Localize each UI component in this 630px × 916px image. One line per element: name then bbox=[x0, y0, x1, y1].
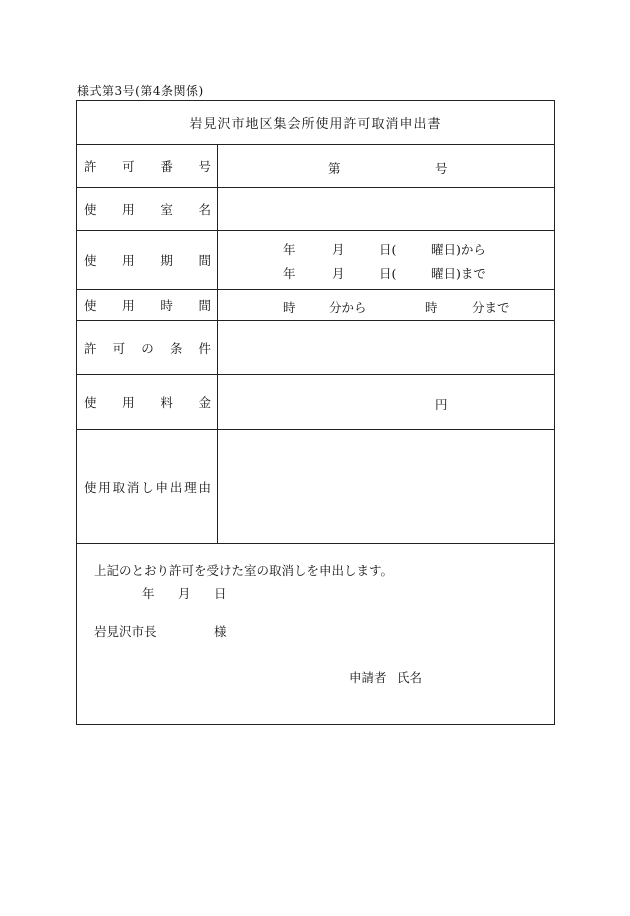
conditions-row bbox=[77, 321, 554, 375]
permit-number-label-cell bbox=[77, 145, 218, 187]
time-label-cell bbox=[77, 290, 218, 320]
declaration-section bbox=[77, 544, 554, 724]
form-table bbox=[76, 100, 555, 725]
period-from-weekday: 曜日)から bbox=[431, 242, 486, 257]
time-from-minute: 分から bbox=[329, 300, 367, 315]
fee-unit: 円 bbox=[435, 397, 448, 412]
room-name-label-cell bbox=[77, 188, 218, 230]
time-to-minute: 分まで bbox=[472, 300, 510, 315]
permit-number-label: 許可番号 bbox=[84, 159, 211, 174]
time-from-hour: 時 bbox=[283, 300, 296, 315]
period-row bbox=[77, 231, 554, 290]
period-to-day: 日( bbox=[379, 266, 397, 281]
period-from-day: 日( bbox=[379, 242, 397, 257]
fee-label-cell bbox=[77, 375, 218, 429]
conditions-label: 許可の条件 bbox=[84, 340, 211, 356]
time-field[interactable] bbox=[218, 290, 554, 320]
period-to-month: 月 bbox=[332, 266, 345, 281]
period-to-year: 年 bbox=[283, 266, 296, 281]
period-label-cell bbox=[77, 231, 218, 289]
form-title: 岩見沢市地区集会所使用許可取消申出書 bbox=[189, 117, 442, 132]
addressee-honorific: 様 bbox=[214, 624, 227, 639]
conditions-label-cell bbox=[77, 321, 218, 374]
room-name-label: 使用室名 bbox=[84, 202, 211, 217]
period-field[interactable] bbox=[218, 231, 554, 289]
date-day: 日 bbox=[214, 586, 227, 601]
applicant-label: 申請者 bbox=[349, 670, 387, 685]
time-to-hour: 時 bbox=[425, 300, 438, 315]
reason-field[interactable] bbox=[218, 430, 554, 543]
period-from-year: 年 bbox=[283, 242, 296, 257]
permit-number-dai: 第 bbox=[328, 161, 341, 176]
form-label: 様式第3号(第4条関係) bbox=[77, 84, 204, 98]
period-from-month: 月 bbox=[332, 242, 345, 257]
conditions-field[interactable] bbox=[218, 321, 554, 374]
date-month: 月 bbox=[178, 586, 191, 601]
reason-label: 使用取消し申出理由 bbox=[84, 479, 211, 495]
permit-number-row bbox=[77, 145, 554, 188]
declaration-statement: 上記のとおり許可を受けた室の取消しを申出します。 bbox=[94, 563, 394, 578]
addressee: 岩見沢市長 bbox=[94, 624, 157, 639]
time-label: 使用時間 bbox=[84, 298, 211, 313]
period-label: 使用期間 bbox=[84, 253, 211, 268]
fee-label: 使用料金 bbox=[84, 395, 211, 410]
date-year: 年 bbox=[142, 586, 155, 601]
reason-row bbox=[77, 430, 554, 544]
permit-number-field[interactable] bbox=[218, 145, 554, 187]
fee-row bbox=[77, 375, 554, 430]
title-row bbox=[77, 101, 554, 145]
permit-number-go: 号 bbox=[435, 161, 448, 176]
applicant-name-label: 氏名 bbox=[397, 670, 423, 685]
period-to-weekday: 曜日)まで bbox=[431, 266, 486, 281]
fee-field[interactable] bbox=[218, 375, 554, 429]
time-row bbox=[77, 290, 554, 321]
room-name-field[interactable] bbox=[218, 188, 554, 230]
reason-label-cell bbox=[77, 430, 218, 543]
room-name-row bbox=[77, 188, 554, 231]
